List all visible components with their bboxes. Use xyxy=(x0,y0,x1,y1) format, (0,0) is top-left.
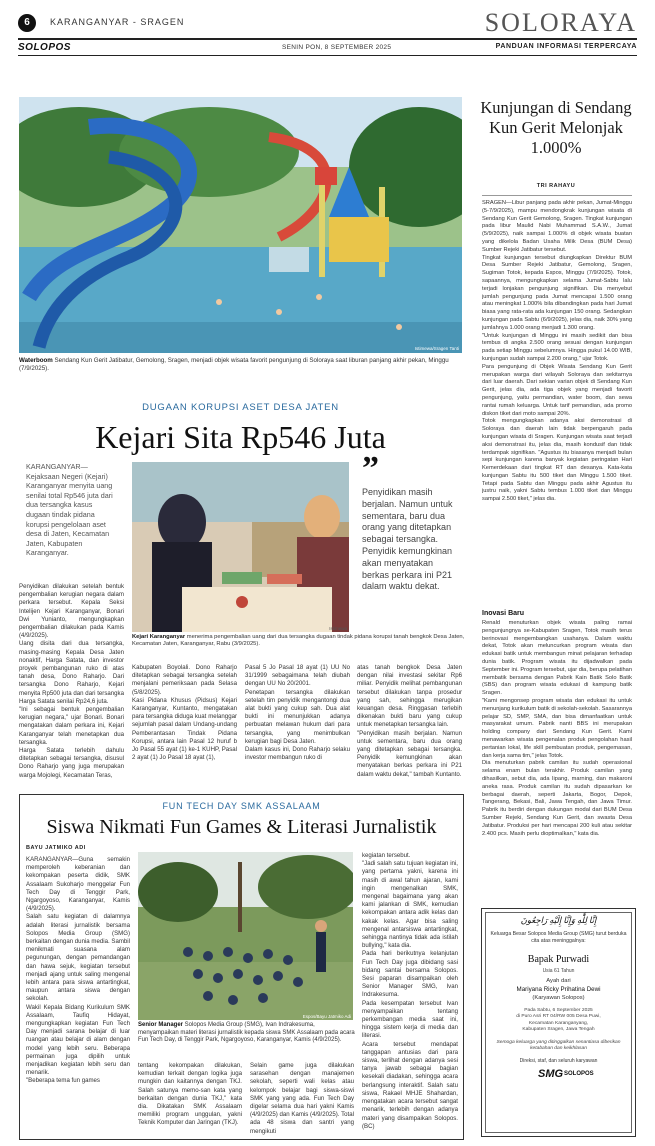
obituary-sign: Direksi, staf, dan seluruh karyawan xyxy=(519,1058,598,1064)
obituary-age: Usia 61 Tahun xyxy=(542,968,575,974)
story2-pull-quote: Penyidikan masih berjalan. Namun untuk sementara, baru dua orang yang ditetapkan sebagai tersangka. Penyidik kemungkinan akan menyatakan berkas perkara ini P21 dalam waktu dekat. xyxy=(362,487,453,592)
photo-credit: Istimewa xyxy=(329,626,347,631)
story2-col1: Penyidikan dilakukan setelah bentuk pengembalian kerugian negara dalam perkara tersebut. Kepala Seksi Intelijen Kejari Karanganyar, Bonari Dwi Yunianto, mengungkapkan pengembalian dilakukan pada Kamis (4/9/2025). Uang disita dari dua tersangka, masing-masing Kepala Desa Jaten nonaktif, Harga Satata, dan investor proyek pembangunan ruko di atas tanah desa, Dono Raharjo. Dari tersangka Dono Raharjo, Kejari menyita Rp500 juta dan dari tersangka Harga Satata senilai Rp24,6 juta. "Ini sebagai bentuk pengembalian kerugian negara," ujar Bonari. Bonari mengatakan dalam perkara ini, Kejari Karanganyar telah menetapkan dua tersangka. Harga Satata terlebih dahulu ditetapkan sebagai tersangka, disusul Dono Raharjo yang juga merupakan warga Mojolegi, Kecamatan Teras, xyxy=(19,583,124,779)
waterboom-illustration xyxy=(19,97,462,353)
kejari-photo xyxy=(132,462,349,632)
story1-body-continued: Renald menuturkan objek wisata paling ramai pengunjungnya se-Kabupaten Sragen, Totok masih terus berinovasi mengembangkan usahanya. Dalam waktu dekat, Totok akan meluncurkan program wisata dan edukasi batik untuk membangun minat pelajaran terhadap dunia batik. Program wisata itu dijadwalkan pada September ini. Program tersebut, ujar dia, berupa pelatihan membatik bersama dengan Pabrik Kain Batik Solo Batik (SBS) dan program wisata edukasi di kampung batik Sragen. "Kami mengonsep program wisata dan edukasi itu untuk menunjang kurikulum batik di sekolah-sekolah. Sasarannya pelajar SD, SMP, SMA, dan bisa dimanfaatkan untuk masyarakat umum. Pabrik nanti BBS ini merupakan holding company dari Sendang Kun Gerit. Kami menawarkan wisata pengenalan produk pengolahan hasil pertanian lokal, life skill pembuatan produk, pengemasan, dan kerja sama tim," jelas Totok. Dia menuturkan pabrik camilan itu sudah operasional selama enam bulan terakhir. Produk camilan yang dihasilkan, sebut dia, ada lipang, marning, dan makaroni aneka rasa. Produk camilan itu sudah dipasarkan ke berbagai daerah, seperti Jakarta, Bogor, Depok, Tangerang, Bekasi, Bali, Jawa Tengah, dan Jawa Timur. Pabrik itu berdiri dengan dukungan modal dari BUM Desa Sumber Rejeki, Sendang Kun Gerit, dan swasta Desa Jatibatur. Produksi per hari mencapai 200 kuli atau sekitar 2.400 pcs. Masih perlu dioptimalkan," kata dia. xyxy=(482,620,632,837)
story2-kicker: DUGAAN KORUPSI ASET DESA JATEN xyxy=(142,402,339,413)
photo-credit: Espos/Bayu Jatmiko Adi xyxy=(302,1014,351,1019)
caption-bold: Kejari Karanganyar xyxy=(132,634,186,640)
story3-byline: BAYU JATMIKO ADI xyxy=(26,845,86,851)
quote-mark-icon: ” xyxy=(362,450,379,487)
solopos-logo-small: SOLOPOS xyxy=(564,1071,594,1077)
caption-bold: Senior Manager xyxy=(138,1022,184,1028)
waterboom-caption xyxy=(19,357,462,373)
obituary-details: Pada Sabtu, 6 September 2025 di Puro Asri RT 04/RW 005 Desa Puwi, Kecamatan Karanganyang, Kabupaten Sragen, Jawa Tengah xyxy=(516,1008,601,1033)
caption-text: Solopos Media Group (SMG), Ivan Indrakesuma, menyampaikan materi literasi jurnalistik kepada siswa SMK Assalaam pada acara Fun Tech Day, di Tenggir Park, Ngargoyoso, Karanganyar, Kamis (4/9/2025). xyxy=(138,1022,355,1044)
obituary-arabic: إِنَّا لِلَّٰهِ وَإِنَّا إِلَيْهِ رَاجِعُونَ xyxy=(520,915,597,925)
funtech-photo xyxy=(138,852,353,1020)
funtech-caption xyxy=(138,1022,356,1045)
tagline: PANDUAN INFORMASI TERPERCAYA xyxy=(495,43,637,50)
story3-col1: KARANGANYAR—Guna semakin memperoleh keberanian dan kekompakan peserta didik, SMK Assalaam Sukoharjo menggelar Fun Tech Day di Tenggir Park, Ngargoyoso, Karanganyar, Kamis (4/9/2025). Salah satu kegiatan di dalamnya adalah literasi jurnalistik bersama Solopos Media Group (SMG) berkaitan dengan dunia media. Sambil menikmati suasana alam pegunungan, dengan pemandangan dan hawa sejuk, kegiatan tersebut menjadi ajang untuk saling mengenal lebih antara para siswa antartingkat, maupun antara siswa dengan sekolah. Wakil Kepala Bidang Kurikulum SMK Assalaam, Taufiq Hidayat, mengungkapkan kegiatan Fun Tech Day menjadi sarana belajar di luar ruangan atau belajar di alam dengan model yang lebih seru. Beberapa permainan juga dipilih untuk menjadikan kegiatan lebih seru dan menarik. "Beberapa tema fun games xyxy=(26,856,130,1085)
byline-rule xyxy=(482,195,632,196)
obituary-prayer: Semoga keluarga yang ditinggalkan senantiasa diberikan ketabahan dan keikhlasan xyxy=(496,1040,621,1052)
page-number: 6 xyxy=(18,14,36,32)
header-rule-top xyxy=(18,38,637,40)
smg-logo: SMG xyxy=(538,1068,564,1080)
caption-text: menerima pengembalian uang dari dua tersangka dugaan tindak pidana korupsi tanah bengkok Desa Jaten, Kecamatan Jaten, Karanganyar, Rabu (3/9/2025). xyxy=(132,634,465,648)
waterboom-photo xyxy=(19,97,462,353)
kejari-illustration xyxy=(132,462,349,632)
story1-body: SRAGEN—Libur panjang pada akhir pekan, Jumat-Minggu (5-7/9/2025), mampu mendongkrak kunjungan wisata di Sendang Kun Gerit Gemolong, Sragen. Tingkat kunjungan pada libur Maulid Nabi Muhammad S.A.W., Jumat (5/9/2025), naik sampai 1.000% di objek wisata buatan yang dikelola Badan Usaha Milik Desa (BUM Desa) Sumber Rejeki Jatibatur tersebut. Tingkat kunjungan tersebut diungkapkan Direktur BUM Desa Sumber Rejeki Jatibatur, Gemolong, Sragen, Sugiman Totok, kepada Espos, Minggu (7/9/2025). Totok, sapaannya, mengungkapkan selama Jumat-Sabtu lalu terjadi lonjakan pengunjung signifikan. Dia menyebut jumlah pengunjung pada Jumat mencapai 1.500 orang atau meningkat 1.000% bila dibandingkan pada hari Jumat biasa yang rata-rata ada kunjungan 150 orang. Sedangkan kunjungan pada Sabtu (6/9/2025), jelas dia, naik 30% yang jumlahnya 1.000 orang menjadi 1.300 orang. "Untuk kunjungan di Minggu ini masih sedikit dan bisa tembus di angka 2.500 orang sesuai dengan kunjungan pada setiap Minggu sebelumnya. Hingga pukul 14.00 WIB, kunjungan sudah sampai 2.200 orang," ujar Totok. Para pengunjung di Objek Wisata Sendang Kun Gerit merupakan warga dari wilayah Soloraya dan sekitarnya dari luar daerah. Dari sekian varian objek di Sendang Kun Gerit, jelas dia, ada tiga objek yang menjadi favorit pengunjung, yaitu permandian, water boom, dan sewa rantai rumah keluarga. Untuk tarif pemandian, ada promo diskon tiket dari moto sampai 20%. Totok mengungkapkan adanya aksi demonstrasi di Soloraya dan daerah lain tidak berpengaruh pada kunjungan wisata di Sragen. Kunjungan wisata saat terjadi aksi demonstrasi itu, jelas dia, masih kondusif dan tidak terdampak signifikan. "Agustus itu biasanya menjadi bulan sepi kunjungan karena banyak kegiatan peringatan Hari Kemerdekaan dari tingkat RT dan desanya. Kata-kata kunjungan Sabtu itu 500 tiket dan Minggu 1.500 tiket. Tetapi pada Sabtu dan Minggu pada akhir Agustus itu justru naik, yakni Sabtu tembus 1.000 tiket dan Minggu sampai 2.500 tiket," jelas dia. xyxy=(482,200,632,503)
story2-col4: atas tanah bengkok Desa Jaten dengan nilai investasi sekitar Rp6 miliar. Penyidik melihat pembangunan tersebut dilakukan tanpa prosedur yang sah, sehingga merugikan keuangan desa. Ringgasan terlebih dikenakan bukti baru yang cukup untuk menetapkan tersangka lain. "Penyidikan masih berjalan. Namun untuk sementara, baru dua orang yang ditetapkan sebagai tersangka. Penyidik kemungkinan akan menyatakan berkas perkara ini P21 dalam waktu dekat," tambah Kuntanto. xyxy=(357,664,462,778)
masthead-title: SOLORAYA xyxy=(484,8,637,37)
obituary-intro: Keluarga Besar Solopos Media Group (SMG) turut berduka cita atas meninggalnya: xyxy=(490,931,627,944)
story1-subheading: Inovasi Baru xyxy=(482,610,525,617)
header-rule-bottom xyxy=(18,55,637,56)
caption-text: Sendang Kun Gerit Jatibatur, Gemolong, Sragen, menjadi objek wisata favorit pengunjung di Soloraya saat liburan panjang akhir pekan, Minggu (7/9/2025). xyxy=(19,357,449,372)
obituary-relation-name: Mariyana Ricky Prihatina Dewi xyxy=(516,986,601,993)
story3-headline: Siswa Nikmati Fun Games & Literasi Jurnalistik xyxy=(46,816,437,838)
section-label: KARANGANYAR - SRAGEN xyxy=(50,17,185,27)
obituary-relation-label: Ayah dari xyxy=(546,978,571,984)
story3-col3: Selain game juga dilakukan sarasehan dengan manajemen sekolah, seperti wali kelas atau kelompok belajar bagi siswa-siswi SMK yang yang ada. Fun Tech Day digelar selama dua hari yakni Kamis (4/9/2025) dan Kamis (4/9/2025). Total ada 48 siswa dan santri yang mengikuti xyxy=(250,1062,354,1135)
story2-col2: Kabupaten Boyolali. Dono Raharjo ditetapkan sebagai tersangka setelah menjalani pemeriksaan pada Selasa (5/8/2025). Kasi Pidana Khusus (Pidsus) Kejari Karanganyar, Kuntanto, mengatakan para tersangka diduga kuat melanggar sejumlah pasal dalam Undang-undang Pemberantasan Tindak Pidana Korupsi, antara lain Pasal 12 huruf b Jo Pasal 55 ayat (1) ke-1 KUHP, Pasal 2 ayat (1) Jo Pasal 18 ayat (1), xyxy=(132,664,237,762)
obituary-name: Bapak Purwadi xyxy=(527,954,590,965)
photo-credit: Istimewa/Sragen Tanti xyxy=(414,346,459,351)
solopos-logo: SOLOPOS xyxy=(18,42,71,53)
story2-headline: Kejari Sita Rp546 Juta xyxy=(95,419,386,455)
funtech-illustration xyxy=(138,852,353,1020)
edition-date: SENIN PON, 8 SEPTEMBER 2025 xyxy=(282,44,392,51)
story2-lead: KARANGANYAR—Kejaksaan Negeri (Kejari) Karanganyar menyita uang senilai total Rp546 juta dari dua tersangka kasus dugaan tindak pidana korupsi pengelolaan aset desa di Jaten, Kecamatan Jaten, Kabupaten Karanganyar. xyxy=(26,462,113,558)
story3-kicker: FUN TECH DAY SMK ASSALAAM xyxy=(162,801,321,811)
story3-col4: kegiatan tersebut. "Jadi salah satu tujuan kegiatan ini, yang pertama yakni, karena ini masih di awal tahun ajaran, kami ingin mengenalkan SMK, mengenal bagaimana yang akan kami jalankan di SMK, kemudian kekompakan antara adik kelas dan kakak kelas. Agar bisa saling mengenal antarsiswa antartingkat, sehingga nantinya tidak ada istilah bullying," kata dia. Pada hari berikutnya kelanjutan Fun Tech Day juga dibidang sasi bidang santai bersama Solopos. Sesi paparan disampaikan oleh Senior Manager SMG, Ivan Indrakesuma. Pada kesempatan tersebut Ivan menyampaikan tentang perkembangan media saat ini, hingga sistem kerja di media dan literasi. Acara tersebut mendapat tanggapan antusias dari para siswa, terlihat dengan adanya sesi tanya jawab sebagai bagian kesekali diadakan, sehingga acara berlangsung interaktif. Salah satu siswa, Rakael MHJE Shahardan, mengatakan acara tersebut sangat menarik, terlebih dengan adanya materi yang disampaikan Solopos. (BC) xyxy=(362,852,458,1130)
caption-bold: Waterboom xyxy=(19,357,53,364)
story2-col3: Pasal 5 Jo Pasal 18 ayat (1) UU No 31/1999 sebagaimana telah diubah dengan UU No 20/2001. Penetapan tersangka dilakukan setelah tim penyidik mengantongi dua alat bukti yang cukup sah. Dua alat bukti ini menunjukkan adanya perbuatan melawan hukum dari para tersangka, yang menimbulkan kerugian bagi Desa Jaten. Dalam kasus ini, Dono Raharjo selaku investor membangun ruko di xyxy=(245,664,350,762)
kejari-caption xyxy=(132,634,465,649)
story3-col2: tentang kekompakan dilakukan, kemudian terkait dengan logika juga mungkin dan kaitannya dengan TKJ. Salah satunya memo-san kata yang berkaitan dengan dunia TKJ," kata dia. Dikatakan SMK Assalaam memiliki program unggulan, yakni Teknik Komputer dan Jaringan (TKJ). xyxy=(138,1062,242,1127)
story1-headline: Kunjungan di Sendang Kun Gerit Melonjak 1.000% xyxy=(480,98,632,157)
obituary-relation-role: (Karyawan Solopos) xyxy=(532,995,585,1001)
page-header xyxy=(0,0,655,62)
story1-byline: TRI RAHAYU xyxy=(536,183,576,189)
